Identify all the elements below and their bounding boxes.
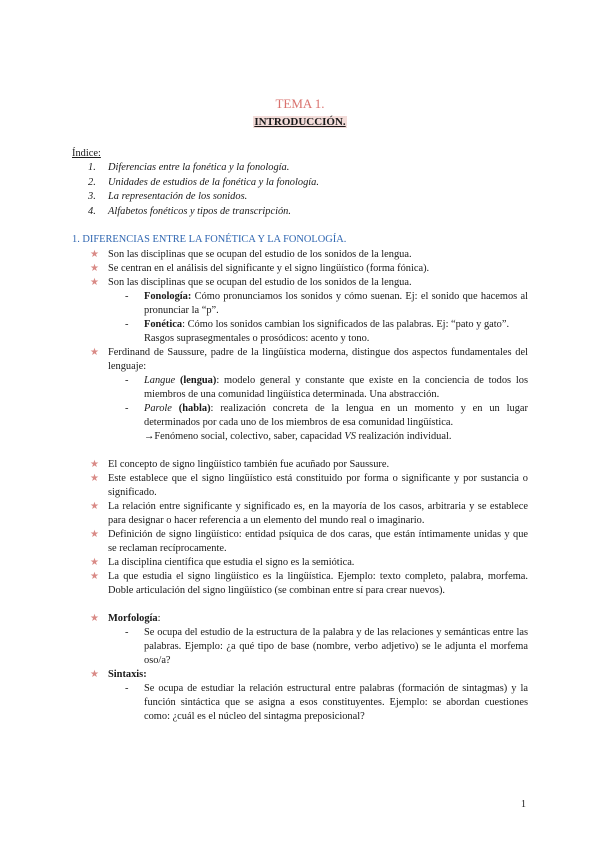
rasgos-note: Rasgos suprasegmentales o prosódicos: acento y tono. xyxy=(144,333,370,344)
index-item: 1. Diferencias entre la fonética y la fonología. xyxy=(88,162,290,173)
sub-item-fonetica: - Fonética: Cómo los sonidos cambian los significados de las palabras. Ej: “pato y gato”. xyxy=(125,319,510,330)
index-item: 3. La representación de los sonidos. xyxy=(88,191,248,202)
list-item: ★ Definición de signo lingüístico: entidad psíquica de dos caras, que están íntimamente unidas y que se reclaman recíprocamente. xyxy=(88,528,528,556)
sub-item-fonologia: - Fonología: Cómo pronunciamos los sonidos y cómo suenan. Ej: el sonido que hacemos al pronunciar la “p”. xyxy=(125,291,528,316)
list-item: ★ Son las disciplinas que se ocupan del estudio de los sonidos de la lengua. xyxy=(88,248,528,262)
sub-item-langue: - Langue (lengua): modelo general y constante que existe en la conciencia de todos los miembros de una comunidad lingüística determinada. Una abstracción. xyxy=(125,375,528,400)
list-item: ★ Ferdinand de Saussure, padre de la lingüística moderna, distingue dos aspectos fundamentales del lenguaje: xyxy=(88,346,528,374)
sub-item-sintaxis: - Se ocupa de estudiar la relación estructural entre palabras (formación de sintagmas) y la función sintáctica que se asigna a esos constituyentes. Ejemplo: se abordan cuestiones como: ¿cuál es el núcleo del sintagma preposicional? xyxy=(125,683,528,722)
page-number: 1 xyxy=(521,799,526,810)
section-body xyxy=(88,248,528,724)
list-item: ★ Son las disciplinas que se ocupan del estudio de los sonidos de la lengua. xyxy=(88,276,528,290)
index-item: 4. Alfabetos fonéticos y tipos de transcripción. xyxy=(88,205,291,217)
index-list xyxy=(88,161,319,219)
list-item: ★ Este establece que el signo lingüístico está constituido por forma o significante y por sustancia o significado. xyxy=(88,472,528,500)
list-item: ★ El concepto de signo lingüístico también fue acuñado por Saussure. xyxy=(88,458,528,472)
index-heading: Índice: xyxy=(72,148,101,159)
list-item: ★ La que estudia el signo lingüístico es la lingüística. Ejemplo: texto completo, palabra, morfema. Doble articulación del signo lingüístico (se combinan entre sí para crear nuevos). xyxy=(88,570,528,598)
sintaxis-heading: ★ Sintaxis: xyxy=(88,668,528,682)
list-item: ★ La disciplina científica que estudia el signo es la semiótica. xyxy=(88,556,528,570)
morfologia-heading: ★ Morfología: xyxy=(88,612,528,626)
list-item: ★ La relación entre significante y significado es, en la mayoría de los casos, arbitraria y se establece para designar o hacer referencia a un elemento del mundo real o imaginario. xyxy=(88,500,528,528)
document-subtitle: INTRODUCCIÓN. xyxy=(254,116,346,128)
sub-item-parole: - Parole (habla): realización concreta de la lengua en un momento y en un lugar determinados por cada uno de los miembros de esa comunidad lingüística. xyxy=(125,403,528,428)
sub-item-morfologia: - Se ocupa del estudio de la estructura de la palabra y de las relaciones y semánticas entre las palabras. Ejemplo: ¿a qué tipo de base (nombre, verbo adjetivo) se le adjunta el morfema oso/a? xyxy=(125,627,528,666)
arrow-note: →Fenómeno social, colectivo, saber, capacidad VS realización individual. xyxy=(144,431,452,442)
section-heading: 1. DIFERENCIAS ENTRE LA FONÉTICA Y LA FONOLOGÍA. xyxy=(72,234,347,245)
document-title: TEMA 1. xyxy=(275,96,325,111)
list-item: ★ Se centran en el análisis del significante y el signo lingüístico (forma fónica). xyxy=(88,262,528,276)
index-item: 2. Unidades de estudios de la fonética y la fonología. xyxy=(88,176,319,188)
